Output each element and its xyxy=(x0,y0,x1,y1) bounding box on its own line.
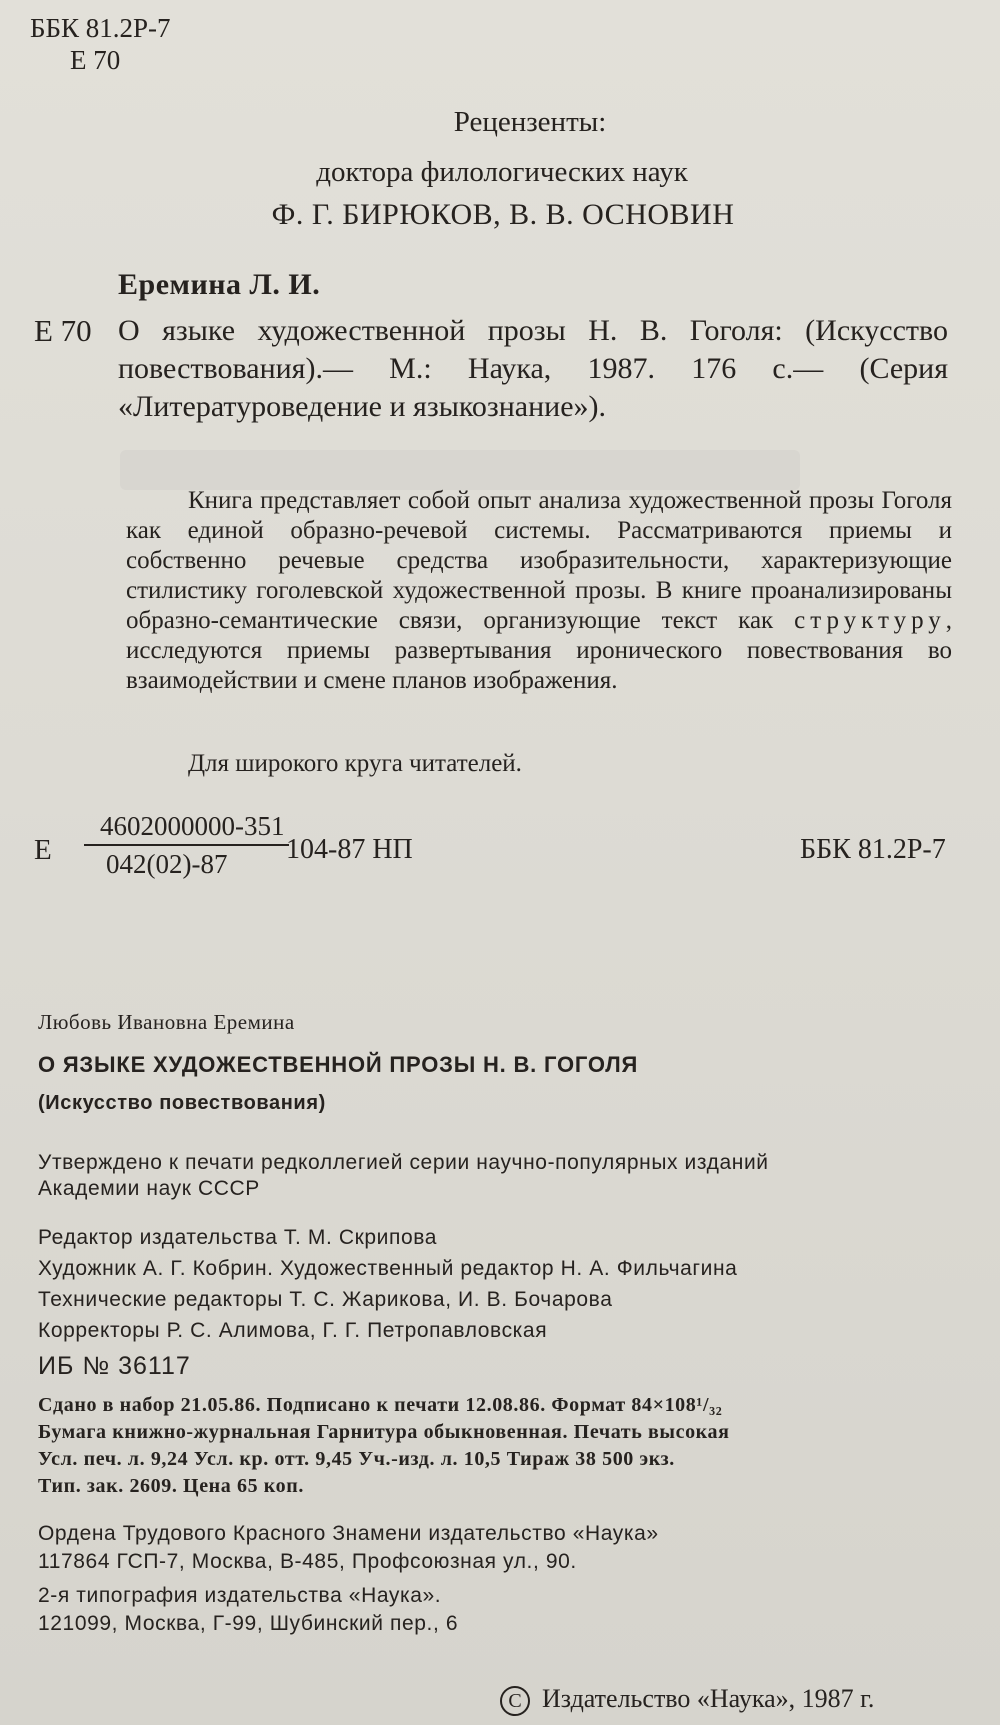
print-line-4: Тип. зак. 2609. Цена 65 коп. xyxy=(38,1475,304,1497)
reviewers-names: Ф. Г. БИРЮКОВ, В. В. ОСНОВИН xyxy=(271,198,735,231)
bleed-through-shadow xyxy=(120,450,800,490)
colophon-staff xyxy=(38,1222,737,1346)
isbn-letter: Е xyxy=(34,834,52,866)
isbn-suffix: 104-87 НП xyxy=(286,834,413,865)
correctors-line: Корректоры Р. С. Алимова, Г. Г. Петропавловская xyxy=(38,1319,548,1342)
copyright xyxy=(500,1684,874,1716)
copyright-icon: C xyxy=(500,1686,530,1716)
reviewers-heading: Рецензенты: xyxy=(453,106,607,138)
colophon-approval xyxy=(38,1150,769,1202)
print-line-1: Сдано в набор 21.05.86. Подписано к печати 12.08.86. Формат 84×108¹/₃₂ xyxy=(38,1394,723,1416)
reviewers-degree: доктора филологических наук xyxy=(316,156,688,188)
bbk-code: ББК 81.2Р-7 xyxy=(30,13,171,43)
isbn-numerator: 4602000000-351 xyxy=(84,808,289,846)
printer-info xyxy=(38,1582,458,1638)
printer-line-2: 121099, Москва, Г-99, Шубинский пер., 6 xyxy=(38,1612,459,1635)
annotation-spaced-word: структуру xyxy=(794,607,946,634)
annotation xyxy=(126,486,952,696)
isbn-denominator: 042(02)-87 xyxy=(106,849,228,879)
approval-line-1: Утверждено к печати редколлегией серии научно-популярных изданий xyxy=(38,1151,769,1174)
author-mark: Е 70 xyxy=(70,45,121,75)
publisher-line-2: 117864 ГСП-7, Москва, В-485, Профсоюзная ул., 90. xyxy=(38,1550,577,1573)
isbn-bbk: ББК 81.2Р-7 xyxy=(800,834,946,865)
ib-number: ИБ № 36117 xyxy=(38,1352,191,1380)
tech-editors-line: Технические редакторы Т. С. Жарикова, И. В. Бочарова xyxy=(38,1288,613,1311)
catalog-author: Еремина Л. И. xyxy=(118,268,321,301)
publisher-line-1: Ордена Трудового Красного Знамени издательство «Наука» xyxy=(38,1522,659,1545)
printer-line-1: 2-я типография издательства «Наука». xyxy=(38,1584,442,1607)
catalog-entry: О языке художественной прозы Н. В. Гоголя: (Искусство повествования).— М.: Наука, 1987. 176 с.— (Серия «Литературоведение и языкознание»). xyxy=(118,314,948,423)
isbn-fraction xyxy=(84,808,289,882)
colophon-author: Любовь Ивановна Еремина xyxy=(38,1010,295,1034)
annotation-paragraph xyxy=(126,486,952,696)
annotation-text-end: , исследуются приемы развертывания иронического повествования во взаимодействии и смене планов изображения. xyxy=(126,607,952,694)
print-details xyxy=(38,1392,730,1500)
colophon-title: О ЯЗЫКЕ ХУДОЖЕСТВЕННОЙ ПРОЗЫ Н. В. ГОГОЛЯ xyxy=(38,1052,639,1077)
colophon-subtitle: (Искусство повествования) xyxy=(38,1092,326,1114)
copyright-text: Издательство «Наука», 1987 г. xyxy=(542,1684,875,1713)
annotation-text-start: Книга представляет собой опыт анализа художественной прозы Гоголя как единой образно-речевой системы. Рассматриваются приемы и собственно речевые средства изобразительности, характеризующие стилистику гоголевской художественной прозы. В книге проанализированы образно-семантические связи, организующие текст как xyxy=(126,487,952,634)
target-readers: Для широкого круга читателей. xyxy=(188,750,522,777)
artist-line: Художник А. Г. Кобрин. Художественный редактор Н. А. Фильчагина xyxy=(38,1257,738,1280)
catalog-code: Е 70 xyxy=(34,313,92,348)
print-line-3: Усл. печ. л. 9,24 Усл. кр. отт. 9,45 Уч.-изд. л. 10,5 Тираж 38 500 экз. xyxy=(38,1448,675,1470)
editor-line: Редактор издательства Т. М. Скрипова xyxy=(38,1226,438,1249)
publisher-info xyxy=(38,1520,659,1576)
classification-codes xyxy=(30,12,171,76)
approval-line-2: Академии наук СССР xyxy=(38,1177,260,1200)
print-line-2: Бумага книжно-журнальная Гарнитура обыкновенная. Печать высокая xyxy=(38,1421,730,1443)
